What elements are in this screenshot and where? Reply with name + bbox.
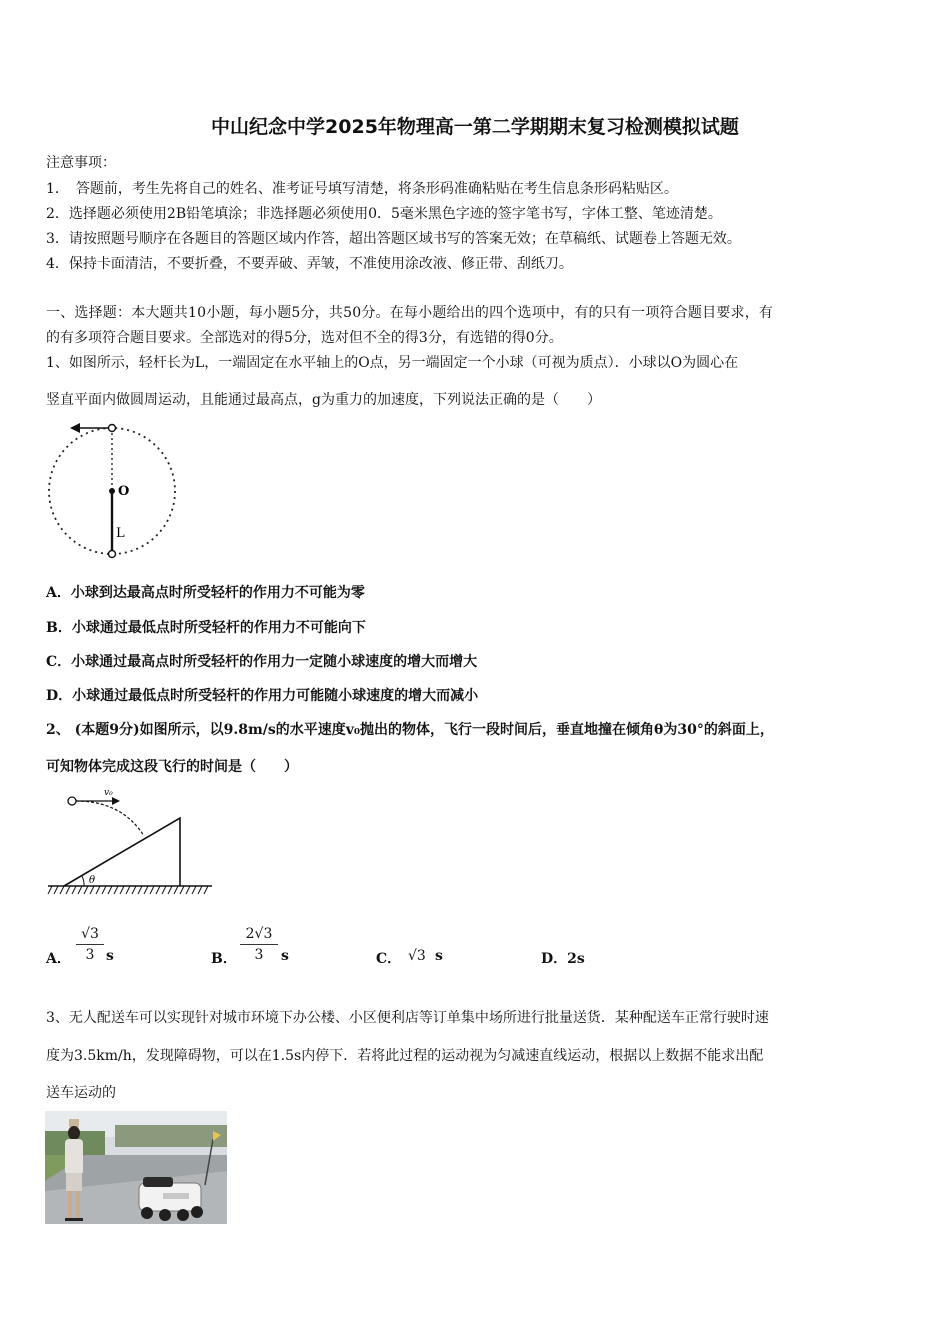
q1-label-l: L [116,526,125,541]
q2-option-b-label: B． [211,951,237,967]
q3-stem: 3、无人配送车可以实现针对城市环境下办公楼、小区便利店等订单集中场所进行批量送货．某种配送车正常行驶时速 [46,1010,769,1026]
q2-option-a-num: √3 [81,926,99,942]
q2-label-v0: v₀ [104,788,113,798]
q2-incline-figure [44,784,216,900]
q2-option-c-unit: s [435,948,443,964]
q2-option-d: D．2s [541,951,585,967]
q2-option-c-label: C． [376,951,402,967]
notice-heading: 注意事项： [46,155,116,171]
section-instructions-cont: 的有多项符合题目要求。全部选对的得5分，选对但不全的得3分，有选错的得0分。 [46,330,563,346]
q2-option-a-fraction [76,926,104,963]
q3-delivery-robot-photo [45,1111,227,1224]
notice-item: 4．保持卡面清洁，不要折叠，不要弄破、弄皱，不准使用涂改液、修正带、刮纸刀。 [46,256,573,272]
q2-option-b-num: 2√3 [245,926,273,942]
q2-option-a-den: 3 [85,947,95,963]
section-instructions: 一、选择题：本大题共10小题，每小题5分，共50分。在每小题给出的四个选项中，有的只有一项符合题目要求，有 [46,305,774,321]
notice-item: 1． 答题前，考生先将自己的姓名、准考证号填写清楚，将条形码准确粘贴在考生信息条形码粘贴区。 [46,181,678,197]
q2-stem-cont: 可知物体完成这段飞行的时间是（ ） [46,759,298,775]
q2-stem: 2、 (本题9分)如图所示，以9.8m/s的水平速度v₀抛出的物体，飞行一段时间后，垂直地撞在倾角θ为30°的斜面上， [46,722,774,738]
notice-item: 3．请按照题号顺序在各题目的答题区域内作答，超出答题区域书写的答案无效；在草稿纸、试题卷上答题无效。 [46,231,741,247]
page-title: 中山纪念中学2025年物理高一第二学期期末复习检测模拟试题 [211,116,739,138]
q2-option-c-value: √3 [408,948,426,964]
q2-option-b-den: 3 [254,947,264,963]
q2-option-b-fraction [240,926,278,963]
q3-stem-cont: 度为3.5km/h，发现障碍物，可以在1.5s内停下．若将此过程的运动视为匀减速直线运动，根据以上数据不能求出配 [46,1048,764,1064]
q1-stem: 1、如图所示，轻杆长为L，一端固定在水平轴上的O点，另一端固定一个小球（可视为质点）．小球以O为圆心在 [46,355,739,371]
q2-option-a-label: A． [46,951,71,967]
q1-stem-cont: 竖直平面内做圆周运动，且能通过最高点，g为重力的加速度，下列说法正确的是（ ） [46,392,601,408]
q1-circle-figure [44,418,184,566]
q2-option-a-unit: s [106,948,114,964]
q1-option-d: D．小球通过最低点时所受轻杆的作用力可能随小球速度的增大而减小 [46,688,479,704]
q2-label-theta: θ [89,875,96,886]
q3-stem-cont2: 送车运动的 [46,1085,116,1101]
q1-option-a: A．小球到达最高点时所受轻杆的作用力不可能为零 [46,585,365,601]
q1-option-c: C．小球通过最高点时所受轻杆的作用力一定随小球速度的增大而增大 [46,654,478,670]
q1-label-o: O [118,484,130,499]
q2-option-b-unit: s [281,948,289,964]
q1-option-b: B．小球通过最低点时所受轻杆的作用力不可能向下 [46,620,366,636]
notice-item: 2．选择题必须使用2B铅笔填涂；非选择题必须使用0．5毫米黑色字迹的签字笔书写，字体工整、笔迹清楚。 [46,206,722,222]
